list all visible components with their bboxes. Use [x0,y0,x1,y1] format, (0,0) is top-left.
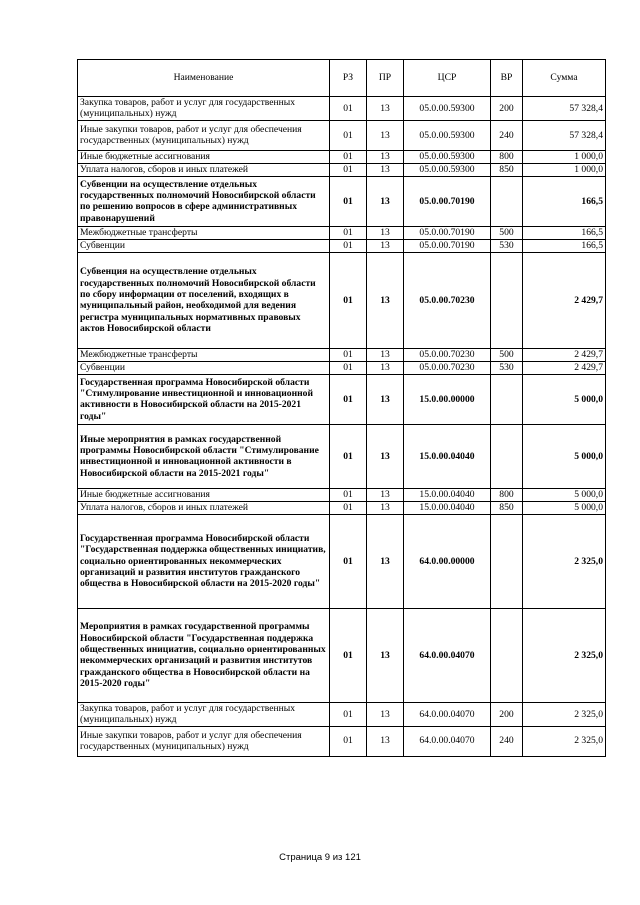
row-pr: 13 [367,150,404,163]
row-rz: 01 [330,726,367,756]
row-name: Закупка товаров, работ и услуг для государственных (муниципальных) нужд [78,97,330,121]
table-row [78,608,606,702]
table-row [78,702,606,726]
row-name: Иные бюджетные ассигнования [78,488,330,501]
row-csr: 05.0.00.59300 [404,120,491,150]
row-csr: 05.0.00.70230 [404,252,491,348]
row-vr: 800 [491,488,523,501]
row-rz: 01 [330,424,367,488]
row-rz: 01 [330,239,367,252]
row-vr: 530 [491,361,523,374]
row-vr [491,252,523,348]
table-row [78,348,606,361]
row-vr [491,374,523,424]
row-pr: 13 [367,514,404,608]
header-rz: РЗ [330,60,367,97]
table-row [78,150,606,163]
row-name: Субвенции на осуществление отдельных государственных полномочий Новосибирской области по решению вопросов в сфере административных правонарушений [78,176,330,226]
row-vr [491,176,523,226]
row-csr: 15.0.00.04040 [404,424,491,488]
row-pr: 13 [367,488,404,501]
row-name: Иные закупки товаров, работ и услуг для обеспечения государственных (муниципальных) нужд [78,120,330,150]
row-pr: 13 [367,501,404,514]
table-row [78,163,606,176]
row-pr: 13 [367,239,404,252]
row-sum: 2 325,0 [523,702,606,726]
row-pr: 13 [367,226,404,239]
row-name: Иные закупки товаров, работ и услуг для обеспечения государственных (муниципальных) нужд [78,726,330,756]
row-sum: 57 328,4 [523,97,606,121]
row-pr: 13 [367,608,404,702]
row-csr: 05.0.00.70190 [404,176,491,226]
row-csr: 64.0.00.04070 [404,726,491,756]
row-csr: 15.0.00.00000 [404,374,491,424]
row-csr: 15.0.00.04040 [404,488,491,501]
table-header-row [78,60,606,97]
row-sum: 5 000,0 [523,424,606,488]
row-rz: 01 [330,226,367,239]
header-csr: ЦСР [404,60,491,97]
row-name: Закупка товаров, работ и услуг для государственных (муниципальных) нужд [78,702,330,726]
table-row [78,176,606,226]
row-name: Субвенция на осуществление отдельных государственных полномочий Новосибирской области по сбору информации от поселений, входящих в муниципальный район, необходимой для ведения регистра муниципальных нормативных правовых актов Новосибирской области [78,252,330,348]
table-row [78,514,606,608]
row-vr [491,608,523,702]
row-pr: 13 [367,120,404,150]
row-rz: 01 [330,97,367,121]
row-sum: 1 000,0 [523,150,606,163]
table-row [78,120,606,150]
table-row [78,726,606,756]
row-csr: 15.0.00.04040 [404,501,491,514]
row-vr [491,514,523,608]
table-row [78,239,606,252]
table-row [78,97,606,121]
row-name: Субвенции [78,361,330,374]
row-sum: 2 325,0 [523,514,606,608]
row-vr: 800 [491,150,523,163]
row-sum: 2 325,0 [523,726,606,756]
row-rz: 01 [330,176,367,226]
row-csr: 05.0.00.70230 [404,348,491,361]
row-sum: 1 000,0 [523,163,606,176]
row-rz: 01 [330,608,367,702]
row-rz: 01 [330,252,367,348]
row-pr: 13 [367,374,404,424]
table-row [78,252,606,348]
row-sum: 5 000,0 [523,374,606,424]
table-row [78,374,606,424]
row-name: Иные мероприятия в рамках государственной программы Новосибирской области "Стимулирование инвестиционной и инновационной активности в Новосибирской области на 2015-2021 годы" [78,424,330,488]
row-csr: 05.0.00.59300 [404,97,491,121]
row-vr: 850 [491,501,523,514]
table-row [78,488,606,501]
row-name: Уплата налогов, сборов и иных платежей [78,163,330,176]
row-pr: 13 [367,176,404,226]
row-pr: 13 [367,163,404,176]
row-sum: 2 429,7 [523,348,606,361]
row-vr: 530 [491,239,523,252]
row-pr: 13 [367,97,404,121]
row-sum: 2 429,7 [523,252,606,348]
budget-table [77,59,606,757]
row-vr: 200 [491,97,523,121]
row-csr: 64.0.00.04070 [404,608,491,702]
row-name: Уплата налогов, сборов и иных платежей [78,501,330,514]
row-pr: 13 [367,702,404,726]
row-sum: 5 000,0 [523,488,606,501]
row-rz: 01 [330,374,367,424]
row-name: Иные бюджетные ассигнования [78,150,330,163]
row-sum: 57 328,4 [523,120,606,150]
row-csr: 05.0.00.70190 [404,226,491,239]
row-csr: 05.0.00.59300 [404,163,491,176]
table-row [78,424,606,488]
header-sum: Сумма [523,60,606,97]
row-vr [491,424,523,488]
row-vr: 500 [491,348,523,361]
header-name: Наименование [78,60,330,97]
row-sum: 5 000,0 [523,501,606,514]
row-rz: 01 [330,348,367,361]
row-name: Государственная программа Новосибирской области "Стимулирование инвестиционной и инновационной активности в Новосибирской области на 2015-2021 годы" [78,374,330,424]
row-vr: 500 [491,226,523,239]
row-pr: 13 [367,348,404,361]
row-csr: 64.0.00.04070 [404,702,491,726]
header-pr: ПР [367,60,404,97]
row-rz: 01 [330,702,367,726]
row-pr: 13 [367,726,404,756]
row-vr: 240 [491,726,523,756]
row-name: Субвенции [78,239,330,252]
row-pr: 13 [367,361,404,374]
row-rz: 01 [330,163,367,176]
row-rz: 01 [330,120,367,150]
row-vr: 200 [491,702,523,726]
row-csr: 05.0.00.70230 [404,361,491,374]
header-vr: ВР [491,60,523,97]
row-sum: 166,5 [523,239,606,252]
row-sum: 2 325,0 [523,608,606,702]
row-name: Государственная программа Новосибирской области "Государственная поддержка общественных инициатив, социально ориентированных некоммерческих организаций и развития институтов гражданского общества в Новосибирской области на 2015-2020 годы" [78,514,330,608]
row-vr: 240 [491,120,523,150]
row-rz: 01 [330,150,367,163]
row-name: Межбюджетные трансферты [78,348,330,361]
row-rz: 01 [330,501,367,514]
row-sum: 2 429,7 [523,361,606,374]
table-row [78,501,606,514]
row-sum: 166,5 [523,176,606,226]
row-rz: 01 [330,488,367,501]
row-name: Мероприятия в рамках государственной программы Новосибирской области "Государственная поддержка общественных инициатив, социально ориентированных некоммерческих организаций и развития институтов гражданского общества в Новосибирской области на 2015-2020 годы" [78,608,330,702]
row-vr: 850 [491,163,523,176]
row-pr: 13 [367,252,404,348]
table-row [78,361,606,374]
row-rz: 01 [330,361,367,374]
row-name: Межбюджетные трансферты [78,226,330,239]
row-rz: 01 [330,514,367,608]
row-csr: 05.0.00.59300 [404,150,491,163]
table-row [78,226,606,239]
row-pr: 13 [367,424,404,488]
row-csr: 05.0.00.70190 [404,239,491,252]
row-csr: 64.0.00.00000 [404,514,491,608]
page-number: Страница 9 из 121 [279,852,361,863]
row-sum: 166,5 [523,226,606,239]
